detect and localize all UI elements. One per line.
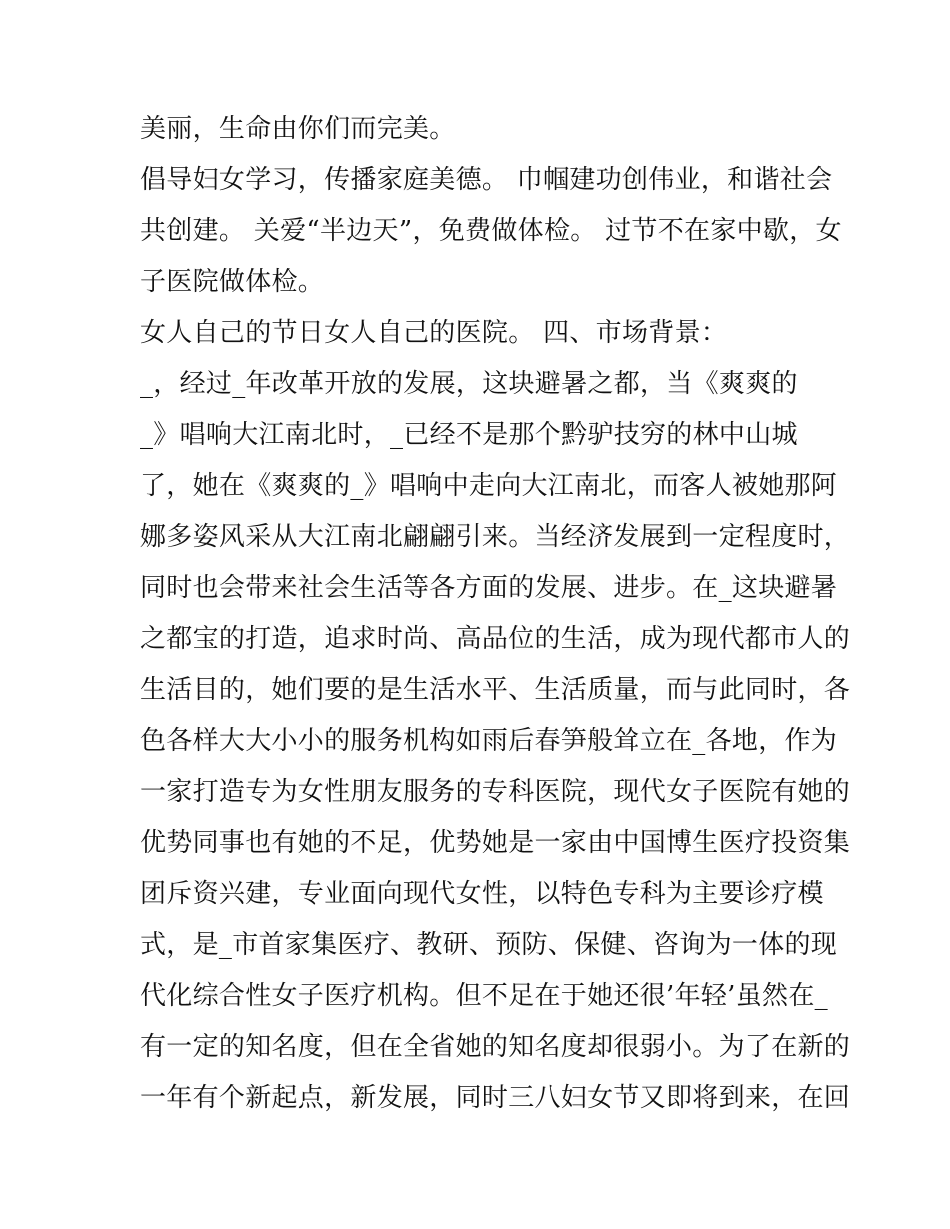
text-line: 色各样大大小小的服务机构如雨后春笋般耸立在_各地，作为 — [140, 726, 838, 756]
text-line: 女人自己的节日女人自己的医院。 四、市场背景： — [140, 318, 728, 348]
text-line: 优势同事也有她的不足，优势她是一家由中国博生医疗投资集 — [140, 828, 851, 858]
text-line: _》唱响大江南北时，_已经不是那个黔驴技穷的林中山城 — [140, 420, 798, 450]
text-line: _，经过_年改革开放的发展，这块避暑之都，当《爽爽的 — [140, 369, 798, 399]
document-body — [140, 104, 851, 1124]
text-line: 生活目的，她们要的是生活水平、生活质量，而与此同时，各 — [140, 675, 851, 705]
text-line: 式，是_市首家集医疗、教研、预防、保健、咨询为一体的现 — [140, 930, 838, 960]
text-line: 倡导妇女学习，传播家庭美德。 巾帼建功创伟业，和谐社会 — [140, 165, 833, 195]
text-line: 有一定的知名度，但在全省她的知名度却很弱小。为了在新的 — [140, 1032, 851, 1062]
text-line: 一年有个新起点，新发展，同时三八妇女节又即将到来，在回 — [140, 1083, 851, 1113]
text-line: 子医院做体检。 — [140, 267, 325, 297]
text-line: 美丽，生命由你们而完美。 — [140, 114, 456, 144]
text-line: 了，她在《爽爽的_》唱响中走向大江南北，而客人被她那阿 — [140, 471, 838, 501]
text-line: 代化综合性女子医疗机构。但不足在于她还很’年轻’虽然在_ — [140, 981, 828, 1011]
text-line: 团斥资兴建，专业面向现代女性，以特色专科为主要诊疗模 — [140, 879, 824, 909]
text-line: 之都宝的打造，追求时尚、高品位的生活，成为现代都市人的 — [140, 624, 851, 654]
text-line: 娜多姿风采从大江南北翩翩引来。当经济发展到一定程度时， — [140, 522, 851, 552]
text-line: 一家打造专为女性朋友服务的专科医院，现代女子医院有她的 — [140, 777, 851, 807]
text-line: 共创建。 关爱“半边天”，免费做体检。 过节不在家中歇，女 — [140, 216, 842, 246]
text-line: 同时也会带来社会生活等各方面的发展、进步。在_这块避暑 — [140, 573, 838, 603]
